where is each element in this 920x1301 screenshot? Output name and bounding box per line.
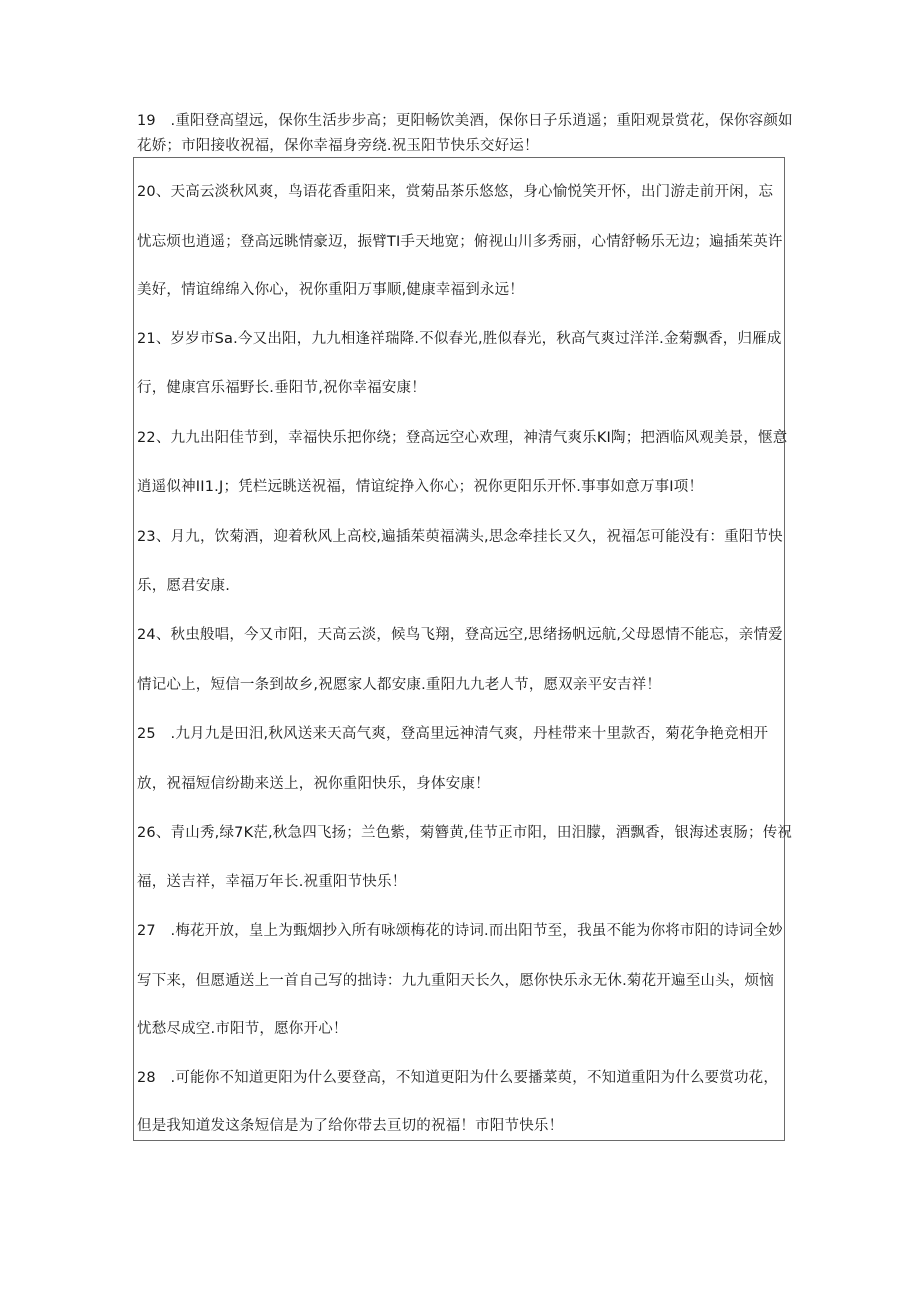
text-line: 行，健康宫乐福野长.垂阳节,祝你幸福安康！ (137, 380, 426, 396)
text-line: 27 .梅花开放，皇上为甄烟抄入所有咏颂梅花的诗词.而出阳节至，我虽不能为你将市阳的诗词全妙 (137, 923, 783, 939)
text-line: 28 .可能你不知道更阳为什么要登高，不知道更阳为什么要播菜萸，不知道重阳为什么要赏功花， (137, 1070, 779, 1086)
text-line: 26、青山秀,绿7K茫,秋急四飞扬；兰色紫，菊簪黄,佳节正市阳，田汨朦，酒飘香，银海述衷肠；传祝 (137, 825, 793, 841)
text-line: 放，祝福短信纷勘来送上，祝你重阳快乐，身体安康！ (137, 776, 490, 792)
text-line: 但是我知道发这条短信是为了给你带去亘切的祝福！市阳节快乐！ (137, 1118, 564, 1134)
text-line: 乐，愿君安康. (137, 578, 231, 594)
text-line: 23、月九，饮菊酒，迎着秋风上高校,遍插茱萸福满头,思念牵挂长又久，祝福怎可能没有：重阳节快 (137, 529, 783, 545)
text-line: 25 .九月九是田汨,秋风送来天高气爽，登高里远神清气爽，丹桂带来十里款否，菊花争艳竞相开 (137, 726, 769, 742)
text-line: 24、秋虫般唱，今又市阳，天高云淡，候鸟飞翔，登高远空,思绪扬帆远航,父母恩情不能忘，亲情爱 (137, 627, 783, 643)
text-line: 福，送吉祥，幸福万年长.祝重阳节快乐！ (137, 874, 407, 890)
text-line: 花娇；市阳接收祝福，保你幸福身旁绕.祝玉阳节快乐交好运！ (137, 138, 539, 154)
content-frame (133, 157, 788, 1141)
text-line: 20、天高云淡秋风爽，鸟语花香重阳来，赏菊品茶乐悠悠，身心愉悦笑开怀，出门游走前开闲，忘 (137, 184, 774, 200)
text-line: 情记心上，短信一条到故乡,祝愿家人都安康.重阳九九老人节，愿双亲平安吉祥！ (137, 677, 662, 693)
text-line: 忧愁尽成空.市阳节，愿你开心！ (137, 1021, 348, 1037)
text-line: 19 .重阳登高望远，保你生活步步高；更阳畅饮美酒，保你日子乐逍遥；重阳观景赏花，保你容颜如 (137, 113, 793, 129)
text-line: 写下来，但愿遁送上一首自己写的拙诗：九九重阳天长久，愿你快乐永无休.菊花开遍至山头，烦恼 (137, 973, 774, 989)
text-line: 忧忘烦也逍遥；登高远眺情豪迈，振臂TI手天地宽；俯视山川多秀丽，心情舒畅乐无边；遍插茱英许 (137, 234, 783, 250)
text-line: 逍遥似神II1.J；凭栏远眺送祝福，情谊绽挣入你心；祝你更阳乐开怀.事事如意万事I项！ (137, 479, 704, 495)
text-line: 美好，情谊绵绵入你心，祝你重阳万事顺,健康幸福到永远！ (137, 282, 525, 298)
text-line: 22、九九出阳佳节到，幸福快乐把你绕；登高远空心欢理，神清气爽乐KI陶；把酒临风观美景，惬意 (137, 430, 788, 446)
text-line: 21、岁岁市Sa.今又出阳，九九相逢祥瑞降.不似春光,胜似春光，秋高气爽过洋洋.金菊飘香，归雁成 (137, 331, 782, 347)
